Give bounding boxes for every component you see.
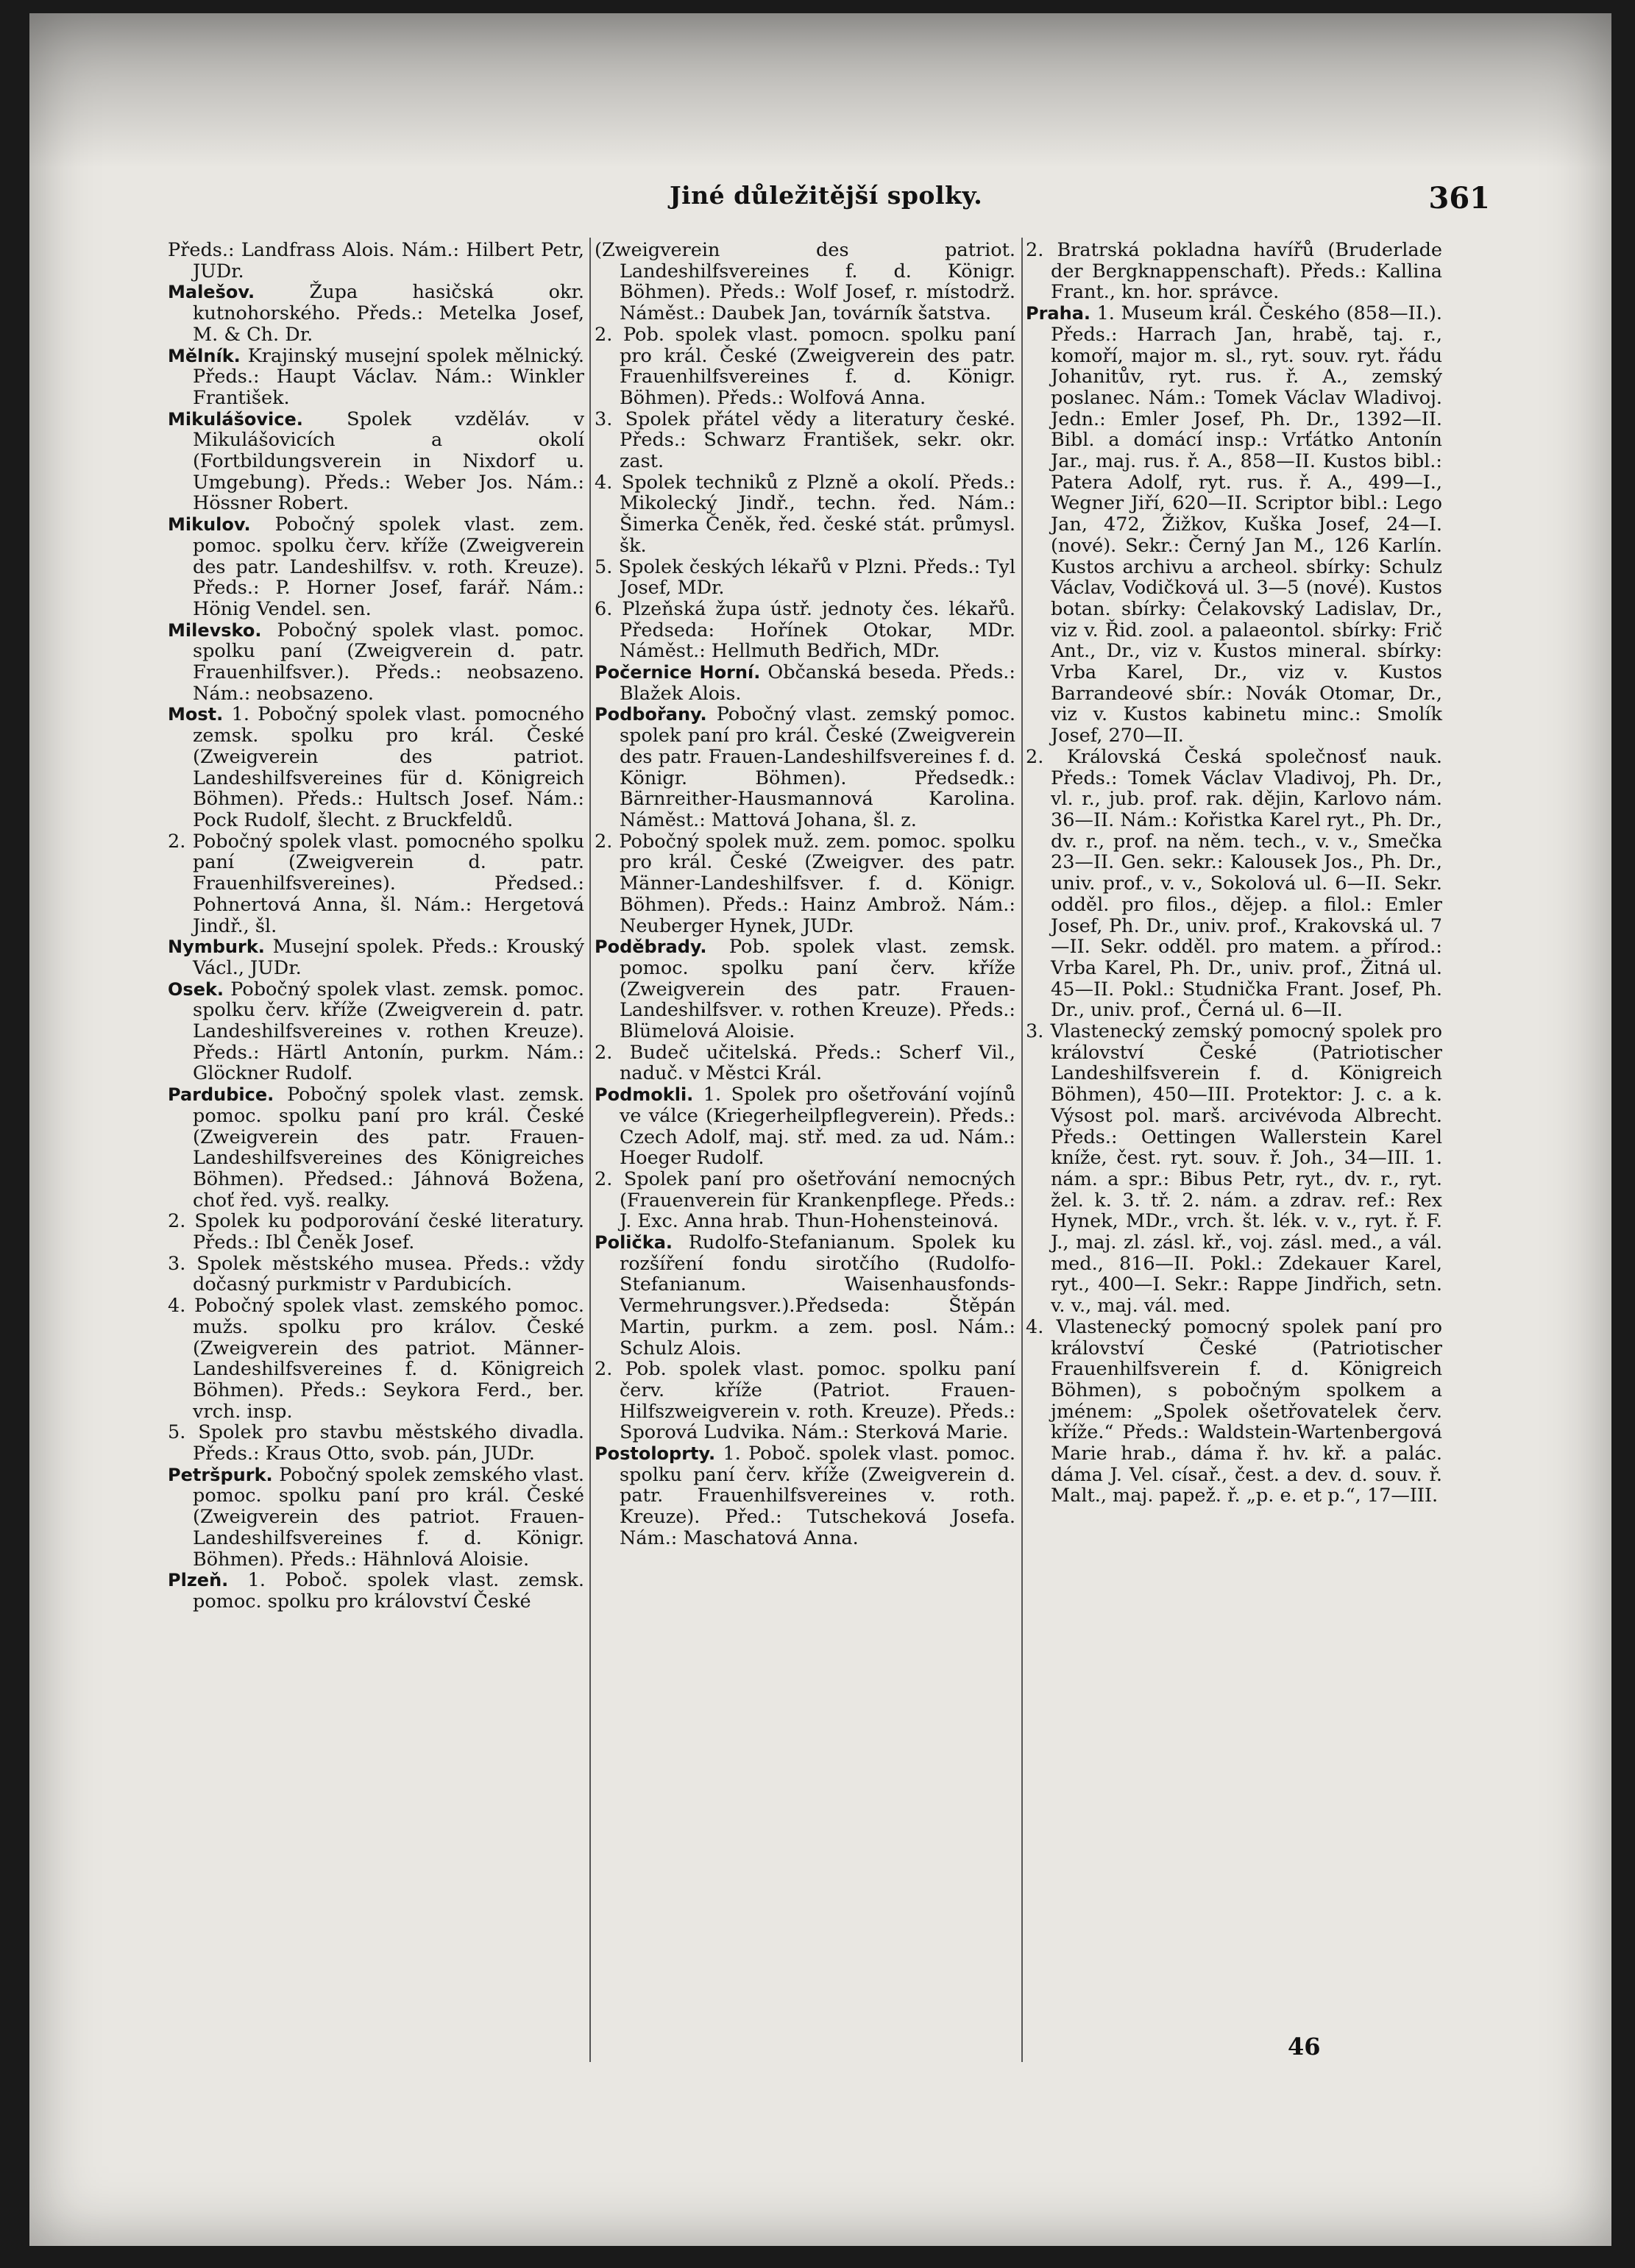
- directory-entry: [168, 979, 584, 1085]
- signature-mark: 46: [1288, 2033, 1321, 2061]
- directory-entry: [168, 1254, 584, 1295]
- entry-text: Krajinský musejní spolek mělnický. Předs.: Haupt Václav. Nám.: Winkler František.: [193, 344, 584, 409]
- entry-place-name: Mikulov.: [168, 514, 251, 536]
- running-title: Jiné důležitější spolky.: [670, 181, 983, 210]
- directory-entry: [595, 662, 1015, 704]
- directory-entry: [168, 1465, 584, 1571]
- directory-entry: [168, 1570, 584, 1612]
- directory-entry: [168, 240, 584, 282]
- directory-entry: [1026, 747, 1442, 1021]
- entry-text: (Zweigverein des patriot. Landeshilfsvereines f. d. Königr. Böhmen). Předs.: Wolf Josef, r. místodrž. Náměst.: Daubek Jan, továrník šatstva.: [595, 239, 1015, 325]
- directory-entry: [168, 1422, 584, 1464]
- directory-entry: [595, 831, 1015, 937]
- entry-place-name: Pardubice.: [168, 1084, 274, 1106]
- column-divider: [589, 238, 591, 2062]
- directory-entry: [595, 936, 1015, 1042]
- directory-entry: [595, 1042, 1015, 1084]
- entry-place-name: Petršpurk.: [168, 1464, 273, 1485]
- directory-entry: [168, 936, 584, 978]
- entry-text: 5. Spolek českých lékařů v Plzni. Předs.: Tyl Josef, MDr.: [595, 555, 1015, 600]
- entry-text: 2. Pob. spolek vlast. pomocn. spolku paní pro král. České (Zweigverein des patr. Frauenhilfsvereines f. d. Königr. Böhmen). Předs.: Wolfová Anna.: [595, 323, 1015, 409]
- entry-text: 1. Spolek pro ošetřování vojínů ve válce (Kriegerheilpflegverein). Předs.: Czech Adolf, maj. stř. med. za ud. Nám.: Hoeger Rudolf.: [620, 1084, 1015, 1170]
- directory-entry: [168, 409, 584, 515]
- entry-text: 1. Museum král. Českého (858—II.). Předs.: Harrach Jan, hrabě, taj. r., komoří, major m. sl., ryt. souv. ryt. řádu Johanitův, ryt. rus. ř. A., zemský poslanec. Nám.: Tomek Václav Wladivoj. Jedn.: Emler Josef, Ph. Dr., 1392—II. Bibl. a domácí insp.: Vrťátko Antonín Jar., maj. rus. ř. A., 858—II. Kustos bibl.: Patera Adolf, ryt. rus. ř. A., 499—I., Wegner Jiří, 620—II. Scriptor bibl.: Lego Jan, 472, Žižkov, Kuška Josef, 24—I. (nové). Sekr.: Černý Jan M., 126 Karlín. Kustos archivu a archeol. sbírky: Schulz Václav, Vodičková ul. 3—5 (nové). Kustos botan. sbírky: Čelakovský Ladislav, Dr., viz v. Řid. zool. a palaeontol. sbírky: Frič Ant., Dr., viz v. Kustos mineral. sbírky: Vrba Karel, Dr., viz v. Kustos Barrandeové sbír.: Novák Otomar, Dr., viz v. Kustos kabinetu minc.: Smolík Josef, 270—II.: [1051, 302, 1442, 747]
- entry-text: 2. Pobočný spolek vlast. pomocného spolku paní (Zweigverein d. patr. Frauenhilfsvereines). Předsed.: Pohnertová Anna, šl. Nám.: Hergetová Jindř., šl.: [168, 830, 584, 937]
- entry-text: 3. Spolek městského musea. Předs.: vždy dočasný purkmistr v Pardubicích.: [168, 1252, 584, 1296]
- column-left: [168, 240, 584, 1613]
- entry-text: Pobočný spolek vlast. zem. pomoc. spolku červ. kříže (Zweigverein des patr. Landeshilfsv. v. roth. Kreuze). Předs.: P. Horner Josef, farář. Nám.: Hönig Vendel. sen.: [193, 513, 584, 620]
- entry-place-name: Osek.: [168, 978, 224, 1000]
- directory-entry: [168, 1211, 584, 1253]
- directory-entry: [168, 514, 584, 620]
- directory-entry: [1026, 303, 1442, 747]
- entry-place-name: Mikulášovice.: [168, 408, 303, 430]
- entry-text: Pobočný spolek vlast. pomoc. spolku paní (Zweigverein d. patr. Frauenhilfsver.). Předs.: neobsazeno. Nám.: neobsazeno.: [193, 619, 584, 705]
- entry-text: Pobočný spolek zemského vlast. pomoc. spolku paní pro král. České (Zweigverein des patriot. Frauen-Landeshilfsvereines f. d. Königr. Böhmen). Předs.: Hähnlová Aloisie.: [193, 1463, 584, 1571]
- entry-text: 2. Královská Česká společnosť nauk. Předs.: Tomek Václav Vladivoj, Ph. Dr., vl. r., jub. prof. rak. dějin, Karlovo nám. 36—II. Nám.: Kořistka Karel ryt., Ph. Dr., dv. r., prof. na něm. tech., v. v., Smečka 23—II. Gen. sekr.: Kalousek Jos., Ph. Dr., univ. prof., v. v., Sokolová ul. 6—II. Sekr. odděl. pro filos., dějep. a filol.: Emler Josef, Ph. Dr., univ. prof., Krakovská ul. 7—II. Sekr. odděl. pro matem. a přírod.: Vrba Karel, Ph. Dr., univ. prof., Žitná ul. 45—II. Pokl.: Studnička Frant. Josef, Ph. Dr., univ. prof., Černá ul. 6—II.: [1026, 745, 1442, 1022]
- directory-entry: [595, 409, 1015, 472]
- column-middle: [595, 240, 1015, 1549]
- book-page: [29, 13, 1611, 2246]
- entry-place-name: Podmokli.: [595, 1084, 694, 1106]
- directory-entry: [595, 324, 1015, 409]
- entry-text: 1. Poboč. spolek vlast. zemsk. pomoc. spolku pro království České: [193, 1569, 584, 1613]
- directory-entry: [595, 1169, 1015, 1232]
- entry-text: Pobočný spolek vlast. zemsk. pomoc. spolku paní pro král. České (Zweigverein des patr. Frauen-Landeshilfsvereines des Königreiches Böhmen). Předsed.: Jáhnová Božena, choť řed. vyš. realky.: [193, 1084, 584, 1212]
- column-right: [1026, 240, 1442, 1507]
- directory-entry: [595, 599, 1015, 662]
- entry-text: 2. Spolek ku podporování české literatury. Předs.: Ibl Čeněk Josef.: [168, 1210, 584, 1254]
- directory-entry: [595, 1232, 1015, 1359]
- entry-text: 2. Bratrská pokladna havířů (Bruderlade der Bergknappenschaft). Předs.: Kallina Frant., kn. hor. správce.: [1026, 239, 1442, 304]
- entry-text: 4. Pobočný spolek vlast. zemského pomoc. mužs. spolku pro králov. České (Zweigverein des patriot. Männer-Landeshilfsvereines f. d. Königreich Böhmen). Předs.: Seykora Ferd., ber. vrch. insp.: [168, 1295, 584, 1423]
- directory-entry: [595, 1443, 1015, 1549]
- directory-entry: [168, 282, 584, 345]
- entry-text: Musejní spolek. Předs.: Krouský Václ., JUDr.: [193, 936, 584, 979]
- entry-text: Předs.: Landfrass Alois. Nám.: Hilbert Petr, JUDr.: [168, 239, 584, 282]
- directory-entry: [1026, 240, 1442, 303]
- entry-text: Župa hasičská okr. kutnohorského. Předs.: Metelka Josef, M. & Ch. Dr.: [193, 281, 584, 346]
- entry-text: 3. Spolek přátel vědy a literatury české. Předs.: Schwarz František, sekr. okr. zast.: [595, 408, 1015, 473]
- entry-place-name: Postoloprty.: [595, 1443, 716, 1465]
- entry-place-name: Milevsko.: [168, 619, 262, 641]
- directory-entry: [168, 1084, 584, 1211]
- entry-text: 6. Plzeňská župa ústř. jednoty čes. lékařů. Předseda: Hořínek Otokar, MDr. Náměst.: Hellmuth Bedřich, MDr.: [595, 597, 1015, 663]
- entry-place-name: Malešov.: [168, 282, 255, 303]
- entry-place-name: Podbořany.: [595, 704, 707, 725]
- entry-place-name: Mělník.: [168, 345, 241, 366]
- directory-entry: [1026, 1021, 1442, 1317]
- entry-place-name: Most.: [168, 704, 224, 725]
- entry-text: Občanská beseda. Předs.: Blažek Alois.: [620, 661, 1015, 705]
- directory-entry: [1026, 1317, 1442, 1507]
- directory-entry: [595, 1084, 1015, 1169]
- entry-place-name: Nymburk.: [168, 936, 265, 958]
- entry-place-name: Polička.: [595, 1232, 673, 1254]
- entry-place-name: Plzeň.: [168, 1570, 229, 1591]
- entry-text: 2. Spolek paní pro ošetřování nemocných (Frauenverein für Krankenpflege. Předs.: J. Exc. Anna hrab. Thun-Hohensteinová.: [595, 1167, 1015, 1233]
- directory-entry: [168, 1295, 584, 1422]
- directory-entry: [168, 704, 584, 831]
- entry-text: 1. Pobočný spolek vlast. pomocného zemsk. spolku pro král. České (Zweigverein des patriot. Landeshilfsvereines für d. Königreich Böhmen). Předs.: Hultsch Josef. Nám.: Pock Rudolf, šlecht. z Bruckfeldů.: [193, 703, 584, 831]
- entry-text: Spolek vzděláv. v Mikulášovicích a okolí (Fortbildungsverein in Nixdorf u. Umgebung). Předs.: Weber Jos. Nám.: Hössner Robert.: [193, 408, 584, 515]
- entry-text: 1. Poboč. spolek vlast. pomoc. spolku paní červ. kříže (Zweigverein d. patr. Frauenhilfsvereines v. roth. Kreuze). Před.: Tutscheková Josefa. Nám.: Maschatová Anna.: [620, 1443, 1015, 1549]
- entry-text: Pob. spolek vlast. zemsk. pomoc. spolku paní červ. kříže (Zweigverein des patr. Frauen-Landeshilfsver. v. rothen Kreuze). Předs.: Blümelová Aloisie.: [620, 936, 1015, 1043]
- page-number: 361: [1428, 181, 1490, 216]
- directory-entry: [168, 831, 584, 937]
- entry-text: Rudolfo-Stefanianum. Spolek ku rozšíření fondu sirotčího (Rudolfo-Stefanianum. Waisenhausfonds-Vermehrungsver.).Předseda: Štěpán Martin, purkm. a zem. posl. Nám.: Schulz Alois.: [620, 1231, 1015, 1359]
- column-divider: [1021, 238, 1023, 2062]
- entry-text: 2. Pobočný spolek muž. zem. pomoc. spolku pro král. České (Zweigver. des patr. Männer-Landeshilfsver. f. d. Königr. Böhmen). Předs.: Hainz Ambrož. Nám.: Neuberger Hynek, JUDr.: [595, 830, 1015, 937]
- entry-text: 2. Budeč učitelská. Předs.: Scherf Vil., naduč. v Městci Král.: [595, 1041, 1015, 1085]
- entry-text: 5. Spolek pro stavbu městského divadla. Předs.: Kraus Otto, svob. pán, JUDr.: [168, 1421, 584, 1465]
- directory-entry: [595, 472, 1015, 557]
- directory-entry: [595, 557, 1015, 599]
- directory-entry: [168, 620, 584, 705]
- directory-entry: [168, 346, 584, 409]
- entry-place-name: Poděbrady.: [595, 936, 707, 958]
- entry-text: 3. Vlastenecký zemský pomocný spolek pro království České (Patriotischer Landeshilfsverein f. d. Königreich Böhmen), 450—III. Protektor: J. c. a k. Výsost pol. marš. arcivévoda Albrecht. Předs.: Oettingen Wallerstein Karel kníže, čest. ryt. souv. ř. Joh., 34—III. 1. nám. a spr.: Bibus Petr, ryt., dv. r., ryt. žel. k. 3. tř. 2. nám. a zdrav. ref.: Rex Hynek, MDr., vrch. št. lék. v. v., ryt. ř. F. J., maj. zl. zásl. kř., voj. zásl. med., a vál. med., 816—II. Pokl.: Zdekauer Karel, ryt., 400—I. Sekr.: Rappe Jindřich, setn. v. v., maj. vál. med.: [1026, 1020, 1442, 1318]
- entry-text: Pobočný vlast. zemský pomoc. spolek paní pro král. České (Zweigverein des patr. Frauen-Landeshilfsvereines f. d. Königr. Böhmen). Předsedk.: Bärnreither-Hausmannová Karolina. Náměst.: Mattová Johana, šl. z.: [620, 703, 1015, 831]
- entry-text: 4. Spolek techniků z Plzně a okolí. Předs.: Mikolecký Jindř., techn. řed. Nám.: Šimerka Čeněk, řed. české stát. průmysl. šk.: [595, 471, 1015, 557]
- directory-entry: [595, 704, 1015, 831]
- entry-text: 4. Vlastenecký pomocný spolek paní pro království České (Patriotischer Frauenhilfsverein f. d. Königreich Böhmen), s pobočným spolkem a jménem: „Spolek ošetřovatelek červ. kříže.“ Předs.: Waldstein-Wartenbergová Marie hrab., dáma ř. hv. kř. a palác. dáma J. Vel. císař., čest. a dev. d. souv. ř. Malt., maj. papež. ř. „p. e. et p.“, 17—III.: [1026, 1315, 1442, 1507]
- entry-place-name: Praha.: [1026, 303, 1091, 324]
- entry-text: Pobočný spolek vlast. zemsk. pomoc. spolku červ. kříže (Zweigverein d. patr. Landeshilfsvereines v. rothen Kreuze). Předs.: Härtl Antonín, purkm. Nám.: Glöckner Rudolf.: [193, 978, 584, 1085]
- directory-entry: [595, 1359, 1015, 1443]
- directory-entry: [595, 240, 1015, 324]
- entry-place-name: Počernice Horní.: [595, 662, 761, 683]
- page-header: [29, 181, 1611, 225]
- entry-text: 2. Pob. spolek vlast. pomoc. spolku paní červ. kříže (Patriot. Frauen-Hilfszweigverein v. roth. Kreuze). Předs.: Sporová Ludvika. Nám.: Sterková Marie.: [595, 1358, 1015, 1444]
